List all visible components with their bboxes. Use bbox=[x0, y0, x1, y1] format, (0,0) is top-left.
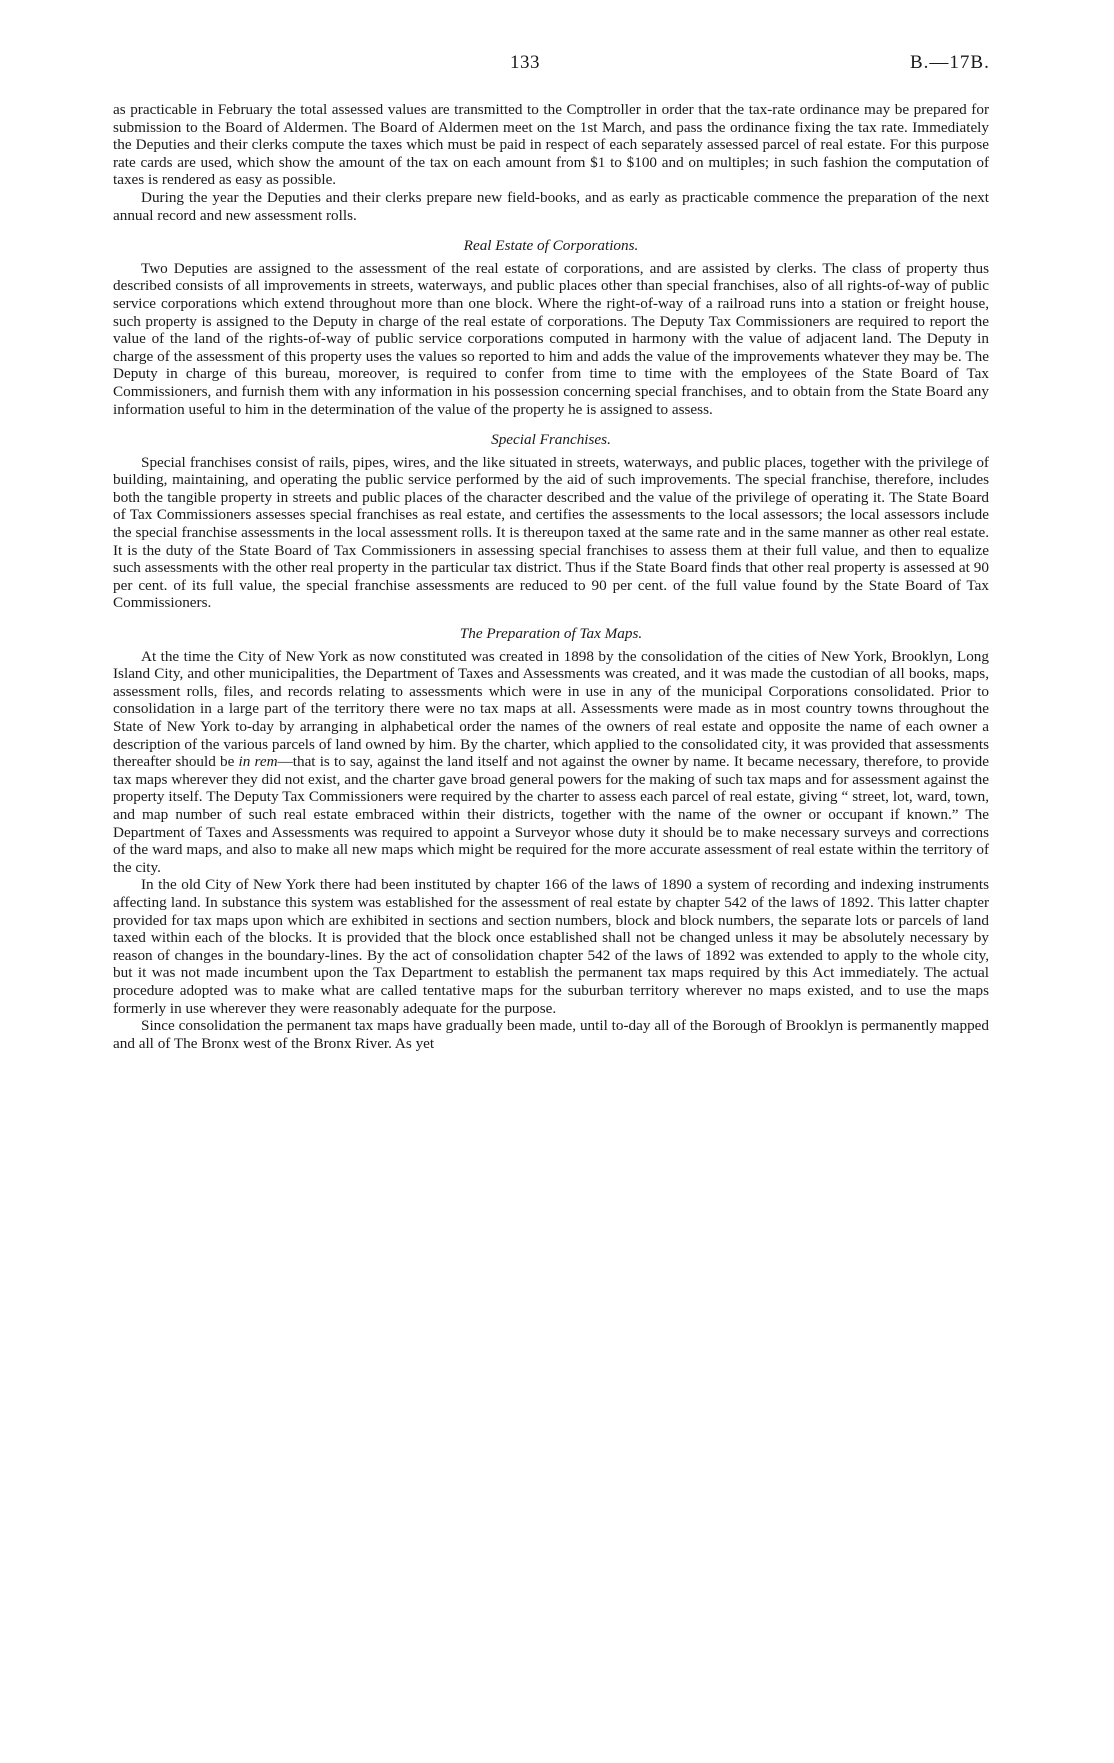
paragraph-permanent-tax-maps: Since consolidation the permanent tax maps have gradually been made, until to-day all of the Borough of Brooklyn is permanently mapped and all of The Bronx west of the Bronx River. As yet bbox=[113, 1017, 989, 1052]
paragraph-old-city-recording-system: In the old City of New York there had been instituted by chapter 166 of the laws of 1890 a system of recording and indexing instruments affecting land. In substance this system was established for the assessment of real estate by chapter 542 of the laws of 1892. This latter chapter provided for tax maps upon which are exhibited in sections and section numbers, block and block numbers, the separate lots or parcels of land taxed within each of the blocks. It is provided that the block once established shall not be changed unless it may be absolutely necessary by reason of changes in the boundary-lines. By the act of consolidation chapter 542 of the laws of 1892 was extended to apply to the whole city, but it was not made incumbent upon the Tax Department to establish the permanent tax maps required by this Act immediately. The actual procedure adopted was to make what are called tentative maps for the suburban territory wherever no maps existed, and to use the maps formerly in use wherever they were reasonably adequate for the purpose. bbox=[113, 876, 989, 1017]
paragraph-tax-rate-ordinance: as practicable in February the total assessed values are transmitted to the Comptroller in order that the tax-rate ordinance may be prepared for submission to the Board of Aldermen. The Board of Aldermen meet on the 1st March, and pass the ordinance fixing the tax rate. Immediately the Deputies and their clerks compute the taxes which must be paid in respect of each separately assessed parcel of real estate. For this purpose rate cards are used, which show the amount of the tax on each amount from $1 to $100 and on multiples; in such fashion the computation of taxes is rendered as easy as possible. bbox=[113, 101, 989, 189]
section-heading-special-franchises: Special Franchises. bbox=[491, 431, 611, 449]
paragraph-consolidation-1898 bbox=[113, 648, 989, 877]
section-heading-preparation-of-tax-maps: The Preparation of Tax Maps. bbox=[459, 625, 643, 643]
paragraph-field-books: During the year the Deputies and their clerks prepare new field-books, and as early as practicable commence the preparation of the next annual record and new assessment rolls. bbox=[113, 188, 989, 224]
paragraph-special-franchises: Special franchises consist of rails, pipes, wires, and the like situated in streets, waterways, and public places, together with the privilege of building, maintaining, and operating the public service performed by the aid of such improvements. The special franchise, therefore, includes both the tangible property in streets and public places of the character described and the value of the privilege of operating it. The State Board of Tax Commissioners assesses special franchises as real estate, and certifies the assessments to the local assessors; the local assessors include the special franchise assessments in the local assessment rolls. It is thereupon taxed at the same rate and in the same manner as other real estate. It is the duty of the State Board of Tax Commissioners in assessing special franchises to assess them at their full value, and then to equalize such assessments with the other real property in the particular tax district. Thus if the State Board finds that other real property is assessed at 90 per cent. of its full value, the special franchise assessments are reduced to 90 per cent. of the full value found by the State Board of Tax Commissioners. bbox=[113, 453, 989, 612]
document-reference: B.—17B. bbox=[910, 52, 990, 73]
paragraph-real-estate-of-corporations: Two Deputies are assigned to the assessment of the real estate of corporations, and are assisted by clerks. The class of property thus described consists of all improvements in streets, waterways, and public places other than special franchises, also of all rights-of-way of public service corporations which extend throughout more than one block. Where the right-of-way of a railroad runs into a station or freight house, such property is assigned to the Deputy in charge of the real estate of corporations. The Deputy Tax Commissioners are required to report the value of the land of the rights-of-way of public service corporations computed in harmony with the value of adjacent land. The Deputy in charge of the assessment of this property uses the values so reported to him and adds the value of the improvements whatever they may be. The Deputy in charge of this bureau, moreover, is required to confer from time to time with the employees of the State Board of Tax Commissioners, and furnish them with any information in his possession concerning special franchises, and to obtain from the State Board any information useful to him in the determination of the value of the property he is assigned to assess. bbox=[113, 259, 989, 418]
text-run: At the time the City of New York as now constituted was created in 1898 by the consolidation of the cities of New York, Brooklyn, Long Island City, and other municipalities, the Department of Taxes and Assessments was created, and it was made the custodian of all books, maps, assessment rolls, files, and records relating to assessments which were in use in any of the municipal Corporations consolidated. Prior to consolidation in a large part of the territory there were no tax maps at all. Assessments were made as in most country towns throughout the State of New York to-day by arranging in alphabetical order the names of the owners of real estate and opposite the name of each owner a description of the various parcels of land owned by him. By the charter, which applied to the consolidated city, it was provided that assessments thereafter should be bbox=[113, 647, 989, 771]
text-run: —that is to say, against the land itself and not against the owner by name. It became necessary, therefore, to provide tax maps wherever they did not exist, and the charter gave broad general powers for the making of such tax maps and for assessment against the property itself. The Deputy Tax Commissioners were required by the charter to assess each parcel of real estate, giving “ street, lot, ward, town, and map number of such real estate embraced within their districts, together with the name of the owner or occupant if known.” The Department of Taxes and Assessments was required to appoint a Surveyor whose duty it should be to make necessary surveys and corrections of the ward maps, and also to make all new maps which might be required for the more accurate assessment of real estate within the territory of the city. bbox=[113, 753, 989, 876]
section-heading-real-estate-of-corporations: Real Estate of Corporations. bbox=[463, 237, 639, 255]
italic-term-in-rem: in rem bbox=[238, 753, 278, 771]
page-number: 133 bbox=[510, 52, 540, 73]
body-text bbox=[113, 101, 989, 1052]
page-header bbox=[0, 52, 1114, 78]
